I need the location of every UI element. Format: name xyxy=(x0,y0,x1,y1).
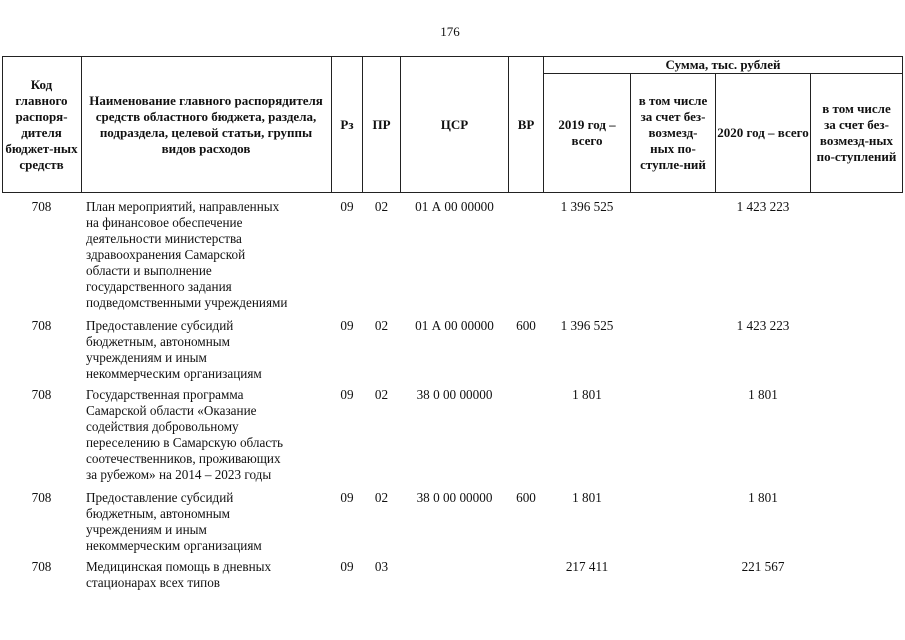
row-name xyxy=(86,559,336,591)
header-vr-label: ВР xyxy=(517,116,535,132)
row-csr: 38 0 00 00000 xyxy=(416,490,493,505)
header-rz xyxy=(332,58,362,191)
row-name-line: Предоставление субсидий xyxy=(86,318,234,333)
row-pr: 02 xyxy=(374,387,389,402)
header-code xyxy=(4,58,79,191)
header-pr xyxy=(363,58,400,191)
row-code: 708 xyxy=(31,199,52,214)
header-pr-label: ПР xyxy=(372,116,391,132)
row-name-line: бюджетным, автономным xyxy=(86,506,230,521)
header-left-border xyxy=(2,56,3,193)
row-csr: 38 0 00 00000 xyxy=(416,387,493,402)
header-2019-free xyxy=(631,74,715,192)
row-2019-total: 1 396 525 xyxy=(560,318,614,333)
row-name xyxy=(86,199,336,311)
row-pr: 02 xyxy=(374,199,389,214)
row-name-line: стационарах всех типов xyxy=(86,575,221,590)
header-2019-total xyxy=(544,74,630,192)
row-name-line: за рубежом» на 2014 – 2023 годы xyxy=(86,467,272,482)
row-name-line: некоммерческим организациям xyxy=(86,366,262,381)
row-2020-total: 1 423 223 xyxy=(736,199,790,214)
row-rz: 09 xyxy=(340,199,354,214)
header-bottom-border xyxy=(2,192,903,193)
row-2020-total: 221 567 xyxy=(741,559,785,574)
row-2019-total: 1 396 525 xyxy=(560,199,614,214)
row-rz: 09 xyxy=(340,318,354,333)
header-2019-total-label: 2019 год – всего xyxy=(558,117,616,148)
row-name-line: некоммерческим организациям xyxy=(86,538,262,553)
page-number: 176 xyxy=(440,24,460,39)
row-name-line: на финансовое обеспечение xyxy=(86,215,243,230)
row-name-line: учреждениям и иным xyxy=(86,350,207,365)
row-pr: 03 xyxy=(374,559,389,574)
header-2020-free-label: в том числе за счет без-возмезд-ных по-ступлений xyxy=(816,101,897,164)
row-csr: 01 А 00 00000 xyxy=(415,199,494,214)
row-pr: 02 xyxy=(374,318,389,333)
row-name-line: переселению в Самарскую область xyxy=(86,435,283,450)
row-2019-total: 1 801 xyxy=(572,490,602,505)
row-name xyxy=(86,318,336,382)
row-name-line: соотечественников, проживающих xyxy=(86,451,281,466)
row-name-line: Государственная программа xyxy=(86,387,244,402)
header-rz-label: Рз xyxy=(340,116,354,132)
row-rz: 09 xyxy=(340,490,354,505)
row-name-line: План мероприятий, направленных xyxy=(86,199,280,214)
row-name-line: Предоставление субсидий xyxy=(86,490,234,505)
row-code: 708 xyxy=(31,318,52,333)
header-name-label: Наименование главного распорядителя средств областного бюджета, раздела, подраздела, целевой статьи, группы видов расходов xyxy=(89,92,323,156)
header-2019-free-label: в том числе за счет без-возмезд-ных по-ступле-ний xyxy=(638,93,708,172)
row-name xyxy=(86,387,336,483)
row-name-line: государственного задания xyxy=(86,279,232,294)
row-2020-total: 1 801 xyxy=(748,387,778,402)
row-name xyxy=(86,490,336,554)
row-name-line: деятельности министерства xyxy=(86,231,242,246)
header-sum-label: Сумма, тыс. рублей xyxy=(665,56,781,72)
header-csr xyxy=(401,58,508,191)
header-code-label: Код главного распоря-дителя бюджет-ных средств xyxy=(5,76,78,172)
header-divider xyxy=(81,56,82,193)
row-2019-total: 1 801 xyxy=(572,387,602,402)
row-name-line: Самарской области «Оказание xyxy=(86,403,257,418)
row-name-line: содействия добровольному xyxy=(86,419,239,434)
header-sum xyxy=(544,56,902,73)
row-vr: 600 xyxy=(516,490,536,505)
row-2019-total: 217 411 xyxy=(565,559,609,574)
row-code: 708 xyxy=(31,387,52,402)
row-name-line: области и выполнение xyxy=(86,263,212,278)
header-right-border xyxy=(902,56,903,193)
row-code: 708 xyxy=(31,490,52,505)
header-2020-free xyxy=(811,74,902,192)
header-name xyxy=(86,58,326,191)
row-2020-total: 1 423 223 xyxy=(736,318,790,333)
header-csr-label: ЦСР xyxy=(440,116,469,132)
row-name-line: бюджетным, автономным xyxy=(86,334,230,349)
row-name-line: Медицинская помощь в дневных xyxy=(86,559,272,574)
row-csr: 01 А 00 00000 xyxy=(415,318,494,333)
row-name-line: учреждениям и иным xyxy=(86,522,207,537)
header-vr xyxy=(509,58,543,191)
row-rz: 09 xyxy=(340,387,354,402)
table-header xyxy=(0,56,905,193)
row-name-line: подведомственными учреждениями xyxy=(86,295,288,310)
row-2020-total: 1 801 xyxy=(748,490,778,505)
row-name-line: здравоохранения Самарской xyxy=(86,247,246,262)
row-vr: 600 xyxy=(516,318,536,333)
header-2020-total-label: 2020 год – всего xyxy=(717,125,809,140)
header-2020-total xyxy=(716,74,810,192)
row-pr: 02 xyxy=(374,490,389,505)
row-code: 708 xyxy=(31,559,52,574)
row-rz: 09 xyxy=(340,559,354,574)
